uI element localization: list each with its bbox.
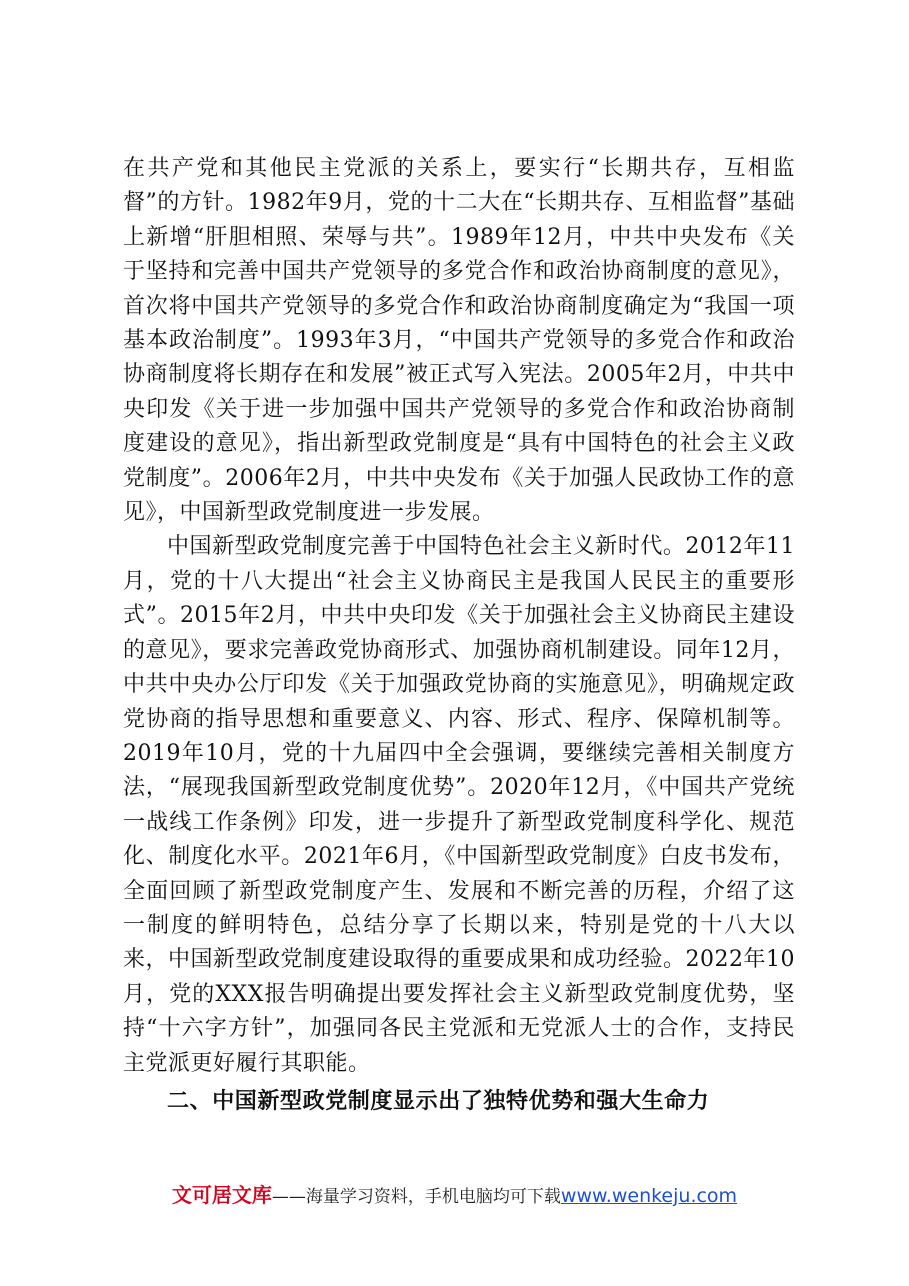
document-body <box>123 152 795 1119</box>
footer-site-link[interactable]: www.wenkeju.com <box>560 1185 738 1207</box>
footer-slogan: ——海量学习资料，手机电脑均可下载 <box>271 1187 561 1207</box>
footer-brand: 文可居文库 <box>171 1183 272 1207</box>
section-heading: 二、中国新型政党制度显示出了独特优势和强大生命力 <box>167 1088 710 1114</box>
watermark-footer <box>0 1180 909 1212</box>
body-paragraph-continued: 在共产党和其他民主党派的关系上，要实行“长期共存，互相监督”的方针。1982年9月，党的十二大在“长期共存、互相监督”基础上新增“肝胆相照、荣辱与共”。1989年12月，中共中央发布《关于坚持和完善中国共产党领导的多党合作和政治协商制度的意见》，首次将中国共产党领导的多党合作和政治协商制度确定为“我国一项基本政治制度”。1993年3月，“中国共产党领导的多党合作和政治协商制度将长期存在和发展”被正式写入宪法。2005年2月，中共中央印发《关于进一步加强中国共产党领导的多党合作和政治协商制度建设的意见》，指出新型政党制度是“具有中国特色的社会主义政党制度”。2006年2月，中共中央发布《关于加强人民政协工作的意见》，中国新型政党制度进一步发展。 <box>123 156 795 526</box>
body-paragraph-new-era: 中国新型政党制度完善于中国特色社会主义新时代。2012年11月，党的十八大提出“社会主义协商民主是我国人民民主的重要形式”。2015年2月，中共中央印发《关于加强社会主义协商民主建设的意见》，要求完善政党协商形式、加强协商机制建设。同年12月，中共中央办公厅印发《关于加强政党协商的实施意见》，明确规定政党协商的指导思想和重要意义、内容、形式、程序、保障机制等。2019年10月，党的十九届四中全会强调，要继续完善相关制度方法，“展现我国新型政党制度优势”。2020年12月，《中国共产党统一战线工作条例》印发，进一步提升了新型政党制度科学化、规范化、制度化水平。2021年6月，《中国新型政党制度》白皮书发布，全面回顾了新型政党制度产生、发展和不断完善的历程，介绍了这一制度的鲜明特色，总结分享了长期以来，特别是党的十八大以来，中国新型政党制度建设取得的重要成果和成功经验。2022年10月，党的XXX报告明确提出要发挥社会主义新型政党制度优势，坚持“十六字方针”，加强同各民主党派和无党派人士的合作，支持民主党派更好履行其职能。 <box>123 534 795 1076</box>
